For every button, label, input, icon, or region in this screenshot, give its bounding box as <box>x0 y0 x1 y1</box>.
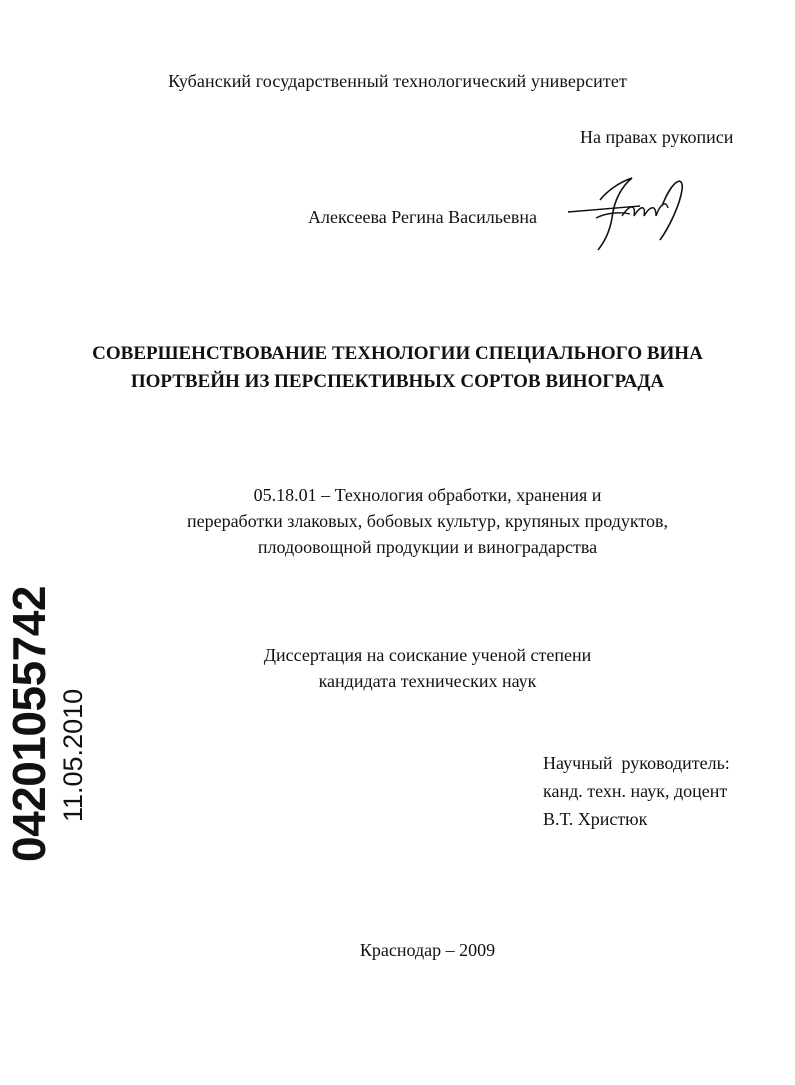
degree-line-2: кандидата технических наук <box>318 671 537 691</box>
university-name: Кубанский государственный технологический университет <box>168 71 627 91</box>
title-line-1: СОВЕРШЕНСТВОВАНИЕ ТЕХНОЛОГИИ СПЕЦИАЛЬНОГО ВИНА <box>92 343 703 364</box>
supervisor-line-2: канд. техн. наук, доцент <box>543 781 728 801</box>
specialty-line-2: переработки злаковых, бобовых культур, крупяных продуктов, <box>186 511 669 531</box>
specialty-line-3: плодоовощной продукции и виноградарства <box>257 537 598 557</box>
title-line-2: ПОРТВЕЙН ИЗ ПЕРСПЕКТИВНЫХ СОРТОВ ВИНОГРАДА <box>130 371 665 392</box>
signature-icon <box>560 160 700 252</box>
registration-date-stamp: 11.05.2010 <box>58 688 88 822</box>
city-year: Краснодар – 2009 <box>359 940 496 960</box>
supervisor-line-1: Научный руководитель: <box>543 753 730 773</box>
specialty-code <box>0 482 795 560</box>
supervisor-line-3: В.Т. Христюк <box>543 809 648 829</box>
manuscript-rights-note: На правах рукописи <box>580 127 734 147</box>
degree-line-1: Диссертация на соискание ученой степени <box>263 645 592 665</box>
dissertation-title <box>0 340 795 396</box>
specialty-line-1: 05.18.01 – Технология обработки, хранения и <box>253 485 602 505</box>
scientific-supervisor <box>543 749 730 833</box>
author-name: Алексеева Регина Васильевна <box>308 207 538 227</box>
degree-statement <box>0 642 795 694</box>
registration-number-stamp: 04201055742 <box>3 586 55 862</box>
